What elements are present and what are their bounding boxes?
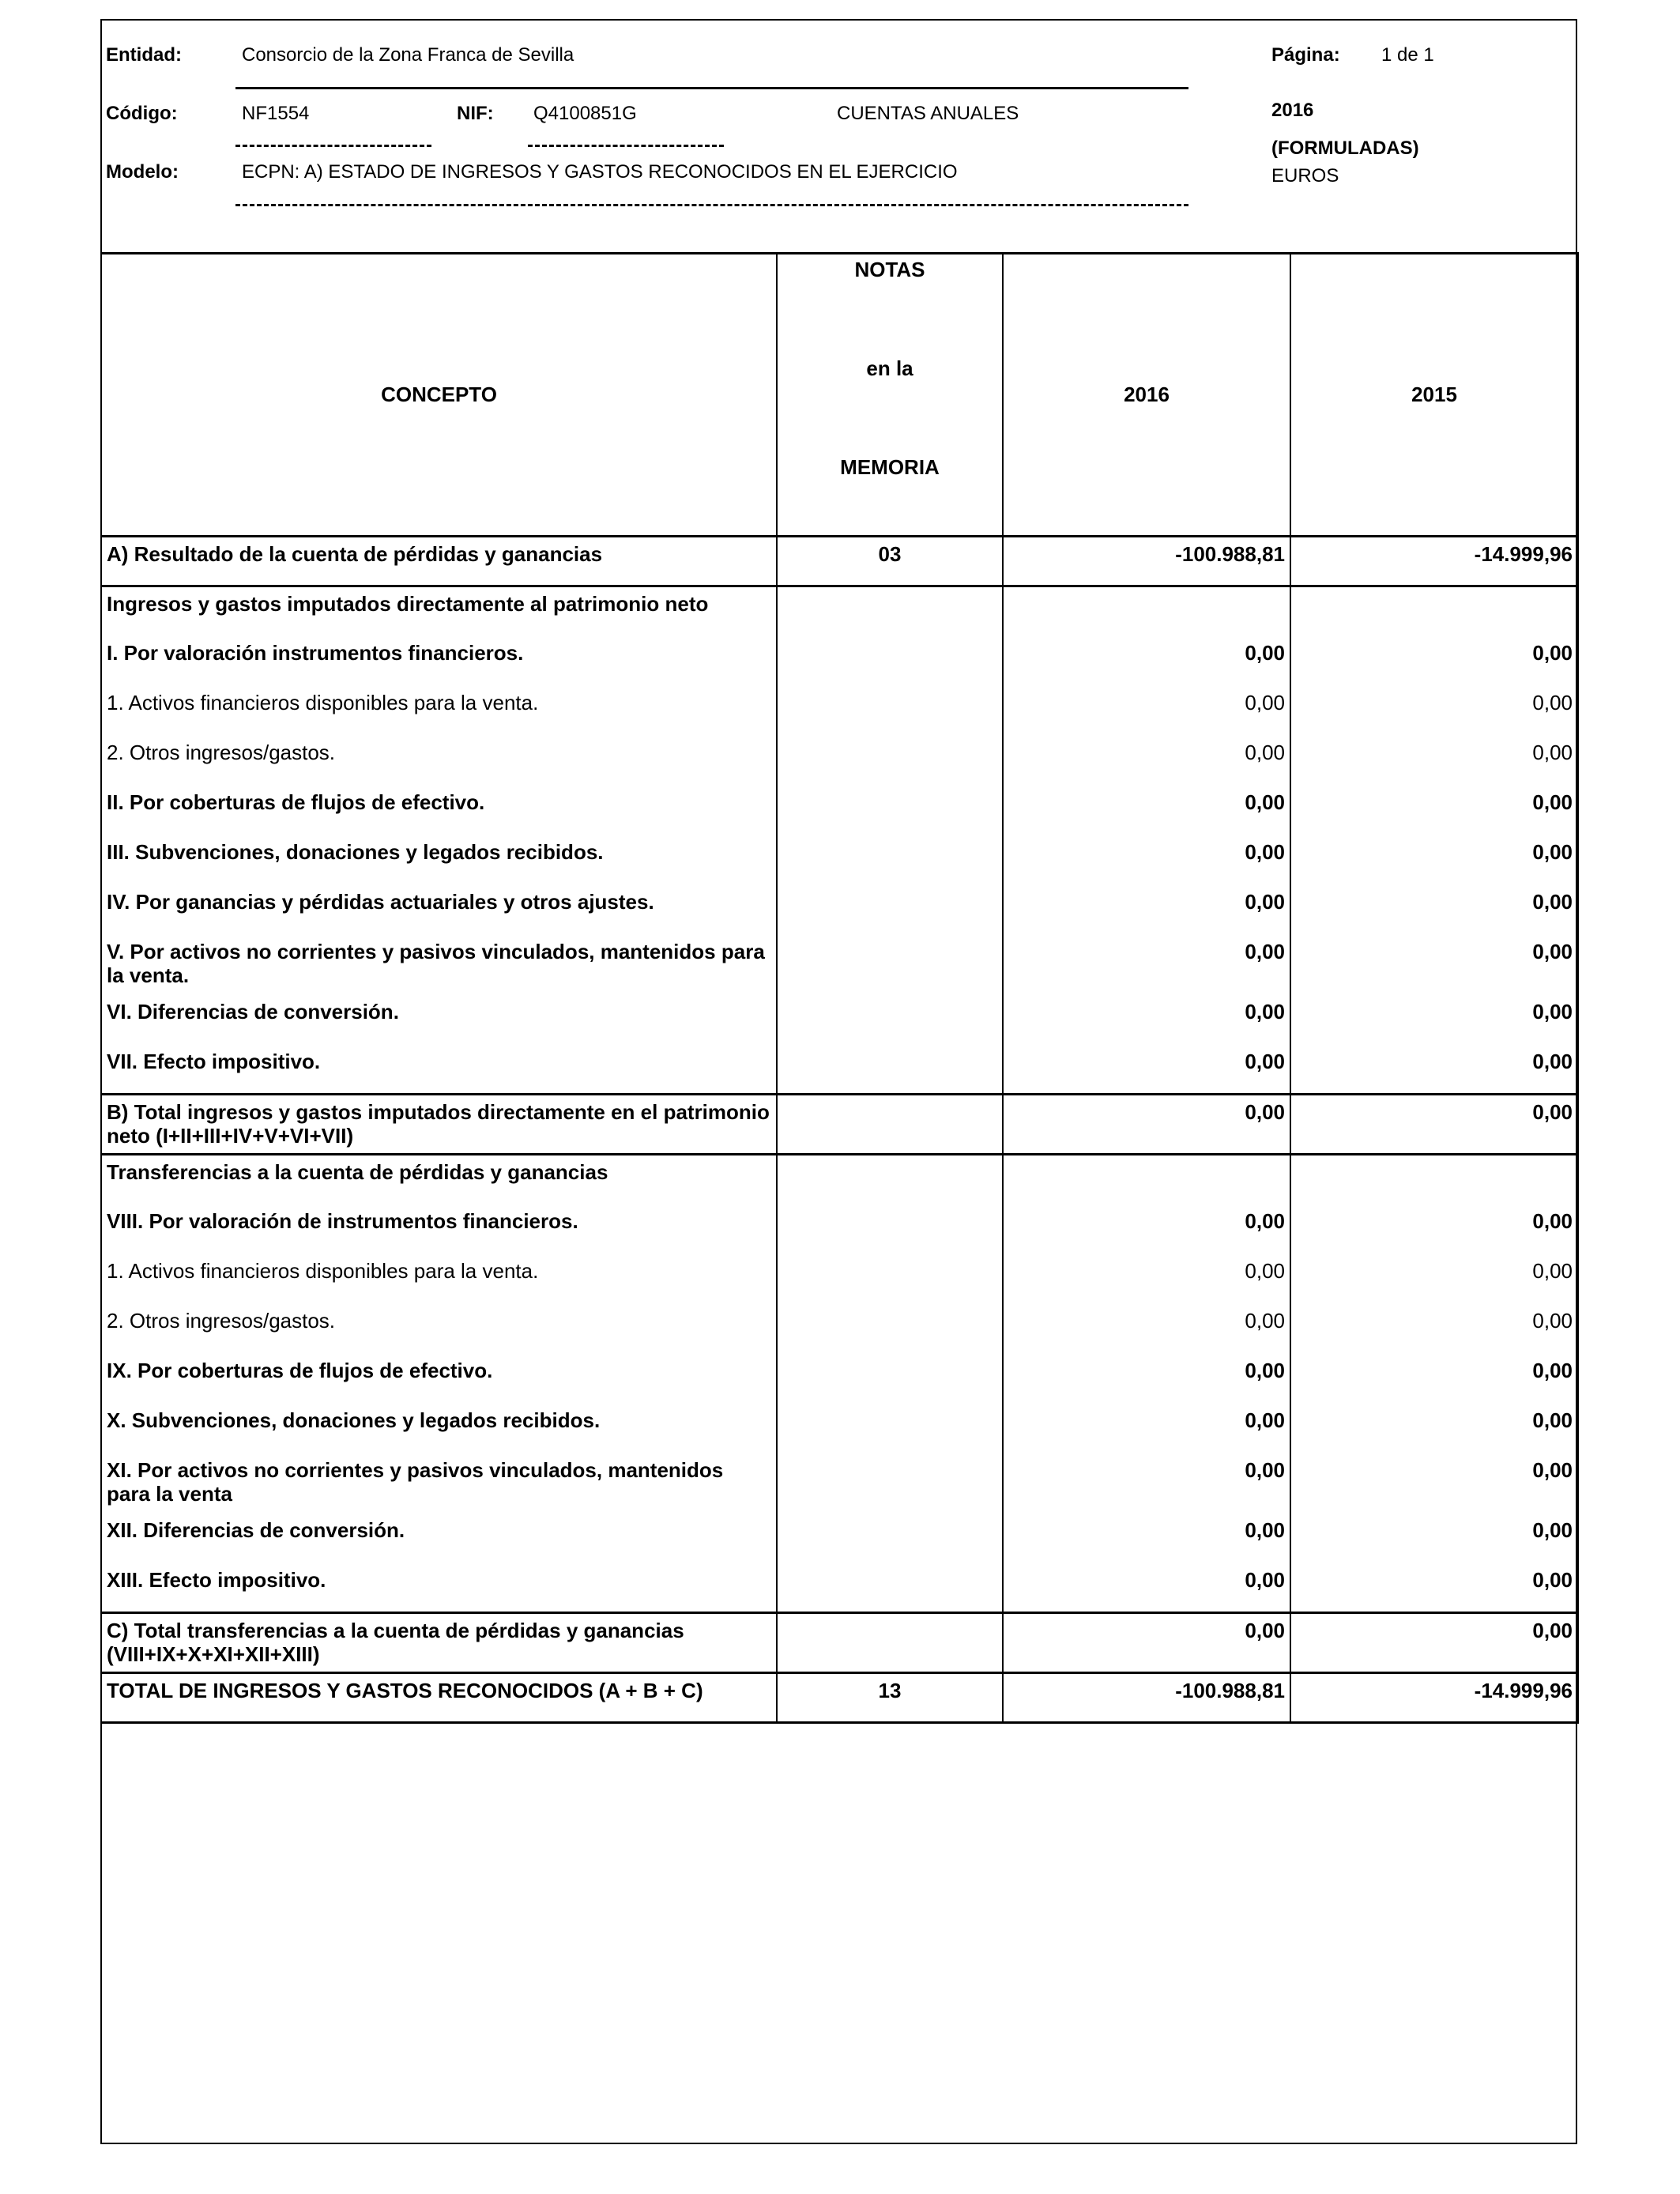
concept-cell: TOTAL DE INGRESOS Y GASTOS RECONOCIDOS (A + B + C) <box>101 1673 777 1723</box>
concept-cell: Ingresos y gastos imputados directamente al patrimonio neto <box>101 586 777 636</box>
nota-cell <box>777 1404 1003 1453</box>
concept-cell: VII. Efecto impositivo. <box>101 1045 777 1095</box>
header-concepto: CONCEPTO <box>101 254 777 537</box>
value-2016-cell: 0,00 <box>1003 1204 1290 1254</box>
header-2016: 2016 <box>1003 254 1290 537</box>
nota-cell <box>777 1254 1003 1304</box>
table-row <box>101 1254 1578 1304</box>
value-2015-cell: 0,00 <box>1290 1304 1578 1354</box>
concept-cell: Transferencias a la cuenta de pérdidas y ganancias <box>101 1155 777 1204</box>
modelo-label: Modelo: <box>106 161 179 183</box>
ejercicio-year: 2016 <box>1271 100 1314 121</box>
table-row <box>101 1404 1578 1453</box>
value-2015-cell: 0,00 <box>1290 636 1578 686</box>
value-2015-cell: -14.999,96 <box>1290 537 1578 586</box>
value-2016-cell <box>1003 586 1290 636</box>
value-2015-cell: 0,00 <box>1290 1254 1578 1304</box>
value-2015-cell: 0,00 <box>1290 995 1578 1045</box>
header-notas-line3: MEMORIA <box>840 455 940 479</box>
nota-cell <box>777 1204 1003 1254</box>
nota-cell <box>777 935 1003 995</box>
concept-cell: V. Por activos no corrientes y pasivos vinculados, mantenidos para la venta. <box>101 935 777 995</box>
table-header-row <box>101 254 1578 537</box>
nota-cell <box>777 1304 1003 1354</box>
value-2016-cell: 0,00 <box>1003 1304 1290 1354</box>
value-2015-cell: 0,00 <box>1290 885 1578 935</box>
codigo-label: Código: <box>106 103 178 124</box>
nif-value: Q4100851G <box>533 103 637 124</box>
codigo-underline <box>235 145 431 147</box>
value-2016-cell: 0,00 <box>1003 636 1290 686</box>
value-2015-cell <box>1290 1155 1578 1204</box>
cuentas-anuales: CUENTAS ANUALES <box>837 103 1019 124</box>
value-2015-cell: 0,00 <box>1290 736 1578 786</box>
euros-label: EUROS <box>1271 165 1339 187</box>
value-2016-cell: 0,00 <box>1003 1095 1290 1155</box>
nota-cell <box>777 835 1003 885</box>
value-2015-cell: 0,00 <box>1290 686 1578 736</box>
concept-cell: 1. Activos financieros disponibles para la venta. <box>101 1254 777 1304</box>
pagina-value: 1 de 1 <box>1381 44 1434 66</box>
concept-cell: 1. Activos financieros disponibles para la venta. <box>101 686 777 736</box>
table-row <box>101 636 1578 686</box>
nota-cell <box>777 1095 1003 1155</box>
entidad-value: Consorcio de la Zona Franca de Sevilla <box>242 44 574 66</box>
modelo-underline <box>235 204 1188 206</box>
table-row <box>101 885 1578 935</box>
value-2016-cell: 0,00 <box>1003 736 1290 786</box>
value-2015-cell: 0,00 <box>1290 1453 1578 1514</box>
value-2015-cell: -14.999,96 <box>1290 1673 1578 1723</box>
nota-cell <box>777 1514 1003 1563</box>
table-row <box>101 1155 1578 1204</box>
value-2015-cell: 0,00 <box>1290 1613 1578 1673</box>
formuladas-label: (FORMULADAS) <box>1271 138 1419 159</box>
value-2015-cell: 0,00 <box>1290 786 1578 835</box>
value-2016-cell: 0,00 <box>1003 935 1290 995</box>
value-2016-cell: 0,00 <box>1003 786 1290 835</box>
header-2015: 2015 <box>1290 254 1578 537</box>
value-2016-cell <box>1003 1155 1290 1204</box>
nota-cell: 03 <box>777 537 1003 586</box>
value-2016-cell: 0,00 <box>1003 835 1290 885</box>
nota-cell <box>777 995 1003 1045</box>
value-2015-cell: 0,00 <box>1290 1354 1578 1404</box>
concept-cell: 2. Otros ingresos/gastos. <box>101 1304 777 1354</box>
value-2016-cell: 0,00 <box>1003 1045 1290 1095</box>
nota-cell <box>777 885 1003 935</box>
table-row <box>101 995 1578 1045</box>
table-row <box>101 1204 1578 1254</box>
table-row <box>101 1563 1578 1613</box>
value-2016-cell: 0,00 <box>1003 1613 1290 1673</box>
ingresos-gastos-table <box>100 252 1579 1724</box>
concept-cell: VI. Diferencias de conversión. <box>101 995 777 1045</box>
value-2015-cell: 0,00 <box>1290 1514 1578 1563</box>
concept-cell: VIII. Por valoración de instrumentos financieros. <box>101 1204 777 1254</box>
nif-label: NIF: <box>457 103 494 124</box>
nota-cell <box>777 736 1003 786</box>
concept-cell: XII. Diferencias de conversión. <box>101 1514 777 1563</box>
value-2015-cell: 0,00 <box>1290 935 1578 995</box>
table-row <box>101 1304 1578 1354</box>
value-2015-cell: 0,00 <box>1290 1045 1578 1095</box>
concept-cell: 2. Otros ingresos/gastos. <box>101 736 777 786</box>
nota-cell <box>777 1045 1003 1095</box>
nota-cell: 13 <box>777 1673 1003 1723</box>
concept-cell: A) Resultado de la cuenta de pérdidas y ganancias <box>101 537 777 586</box>
header-notas-line2: en la <box>866 356 913 380</box>
value-2016-cell: 0,00 <box>1003 1354 1290 1404</box>
entidad-label: Entidad: <box>106 44 182 66</box>
table-row <box>101 1095 1578 1155</box>
concept-cell: XIII. Efecto impositivo. <box>101 1563 777 1613</box>
header-notas <box>777 254 1003 537</box>
concept-cell: XI. Por activos no corrientes y pasivos vinculados, mantenidos para la venta <box>101 1453 777 1514</box>
table-row <box>101 935 1578 995</box>
table-row <box>101 586 1578 636</box>
concept-cell: III. Subvenciones, donaciones y legados recibidos. <box>101 835 777 885</box>
value-2015-cell <box>1290 586 1578 636</box>
nota-cell <box>777 786 1003 835</box>
value-2016-cell: 0,00 <box>1003 1254 1290 1304</box>
value-2016-cell: 0,00 <box>1003 885 1290 935</box>
pagina-label: Página: <box>1271 44 1340 66</box>
value-2016-cell: 0,00 <box>1003 1563 1290 1613</box>
value-2016-cell: 0,00 <box>1003 1514 1290 1563</box>
nota-cell <box>777 1453 1003 1514</box>
value-2016-cell: 0,00 <box>1003 995 1290 1045</box>
concept-cell: B) Total ingresos y gastos imputados directamente en el patrimonio neto (I+II+III+IV+V+VI+VII) <box>101 1095 777 1155</box>
table-row <box>101 1045 1578 1095</box>
table-row <box>101 835 1578 885</box>
table-row <box>101 686 1578 736</box>
modelo-value: ECPN: A) ESTADO DE INGRESOS Y GASTOS RECONOCIDOS EN EL EJERCICIO <box>242 161 958 183</box>
concept-cell: X. Subvenciones, donaciones y legados recibidos. <box>101 1404 777 1453</box>
concept-cell: IV. Por ganancias y pérdidas actuariales y otros ajustes. <box>101 885 777 935</box>
concept-cell: C) Total transferencias a la cuenta de pérdidas y ganancias (VIII+IX+X+XI+XII+XIII) <box>101 1613 777 1673</box>
table-row <box>101 1354 1578 1404</box>
table-row <box>101 1613 1578 1673</box>
value-2016-cell: -100.988,81 <box>1003 537 1290 586</box>
nota-cell <box>777 686 1003 736</box>
table-row <box>101 1673 1578 1723</box>
nota-cell <box>777 1155 1003 1204</box>
table-row <box>101 736 1578 786</box>
value-2016-cell: -100.988,81 <box>1003 1673 1290 1723</box>
table-row <box>101 537 1578 586</box>
nota-cell <box>777 586 1003 636</box>
table-row <box>101 786 1578 835</box>
value-2016-cell: 0,00 <box>1003 1453 1290 1514</box>
value-2015-cell: 0,00 <box>1290 835 1578 885</box>
nota-cell <box>777 1354 1003 1404</box>
value-2015-cell: 0,00 <box>1290 1095 1578 1155</box>
nota-cell <box>777 1563 1003 1613</box>
codigo-value: NF1554 <box>242 103 310 124</box>
table-row <box>101 1514 1578 1563</box>
table-row <box>101 1453 1578 1514</box>
value-2015-cell: 0,00 <box>1290 1204 1578 1254</box>
value-2016-cell: 0,00 <box>1003 686 1290 736</box>
concept-cell: II. Por coberturas de flujos de efectivo. <box>101 786 777 835</box>
nota-cell <box>777 1613 1003 1673</box>
concept-cell: I. Por valoración instrumentos financieros. <box>101 636 777 686</box>
nota-cell <box>777 636 1003 686</box>
value-2015-cell: 0,00 <box>1290 1404 1578 1453</box>
header-notas-line1: NOTAS <box>854 258 925 281</box>
concept-cell: IX. Por coberturas de flujos de efectivo. <box>101 1354 777 1404</box>
nif-underline <box>528 145 724 147</box>
value-2015-cell: 0,00 <box>1290 1563 1578 1613</box>
entidad-underline <box>235 87 1188 89</box>
value-2016-cell: 0,00 <box>1003 1404 1290 1453</box>
